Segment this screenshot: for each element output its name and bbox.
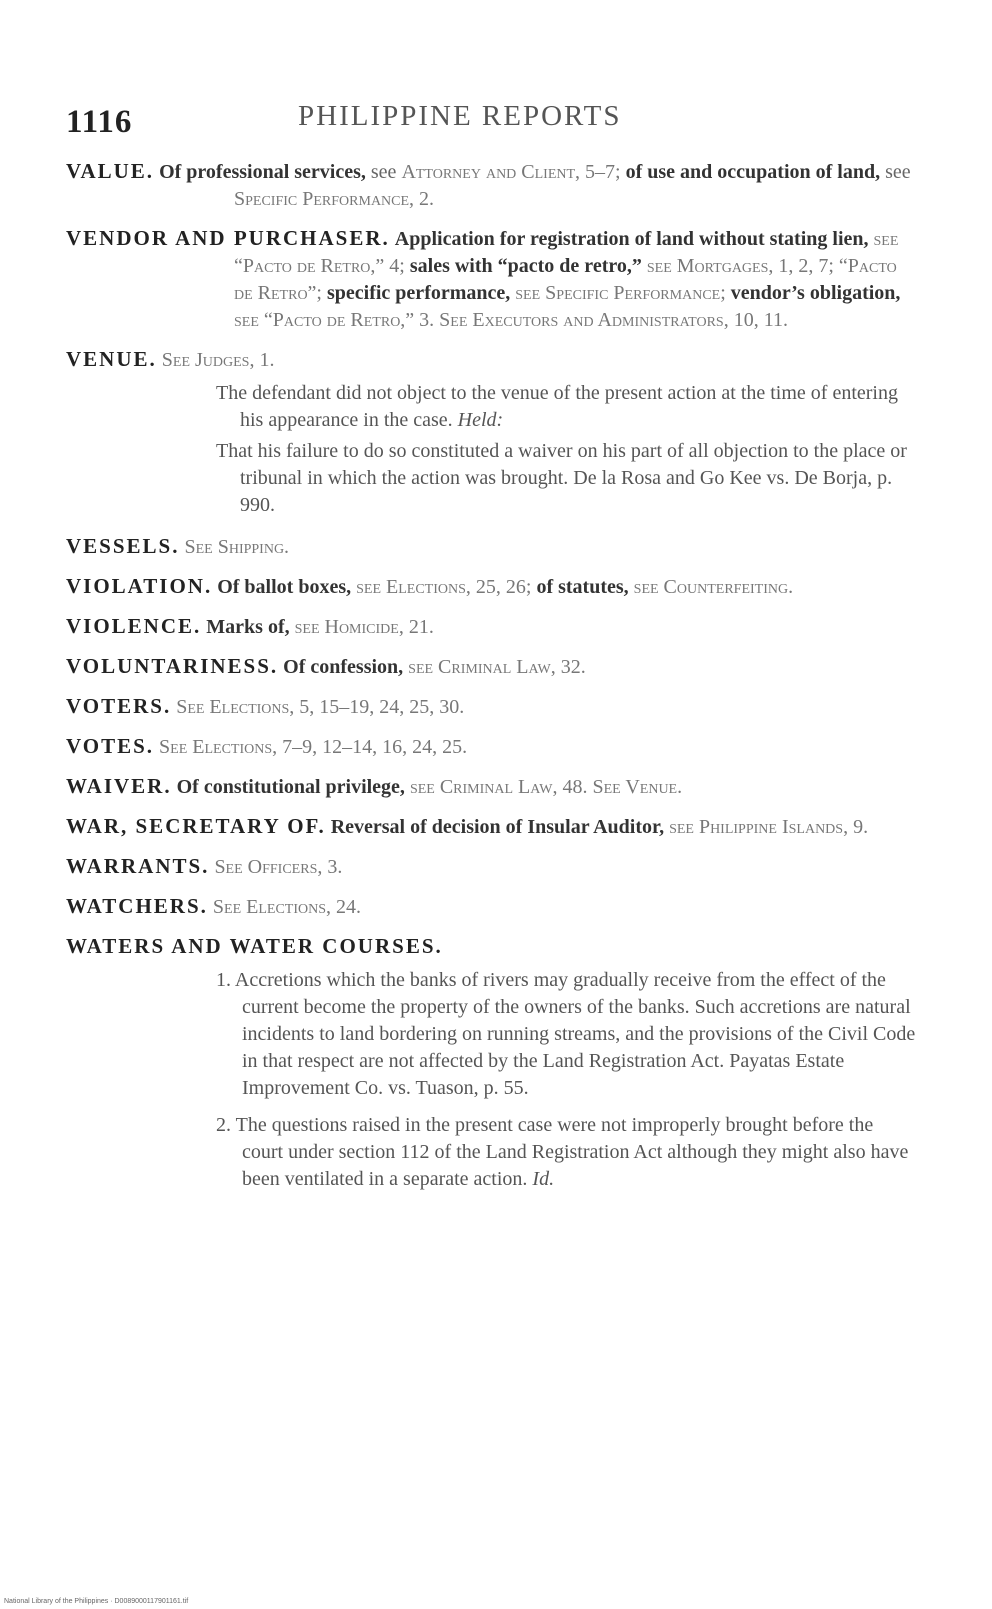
index-entry-war-secretary xyxy=(66,813,916,841)
id-citation: Id. xyxy=(532,1168,555,1190)
entry-head: WATERS AND WATER COURSES. xyxy=(66,934,443,958)
entry-head: VENUE. xyxy=(66,347,157,371)
digest-paragraph xyxy=(216,380,916,434)
cross-reference: see Counterfeiting. xyxy=(633,576,794,598)
scan-credit: National Library of the Philippines · D0089000117901161.tif xyxy=(4,1598,189,1605)
cross-reference: see “Pacto de Retro,” 3. See Executors and Administrators, 10, 11. xyxy=(234,309,788,331)
index-entry-watchers xyxy=(66,893,916,921)
digest-item xyxy=(216,1112,916,1193)
entry-head: VIOLENCE. xyxy=(66,614,202,638)
index-entry-waiver xyxy=(66,773,916,801)
entry-head: VIOLATION. xyxy=(66,574,213,598)
index-entry-vendor xyxy=(66,225,916,334)
index-entry-venue xyxy=(66,346,916,374)
page-header xyxy=(66,96,666,144)
cross-reference: see Specific Performance; xyxy=(515,282,726,304)
entry-head: WAR, SECRETARY OF. xyxy=(66,814,326,838)
cross-reference: Attorney and Client, 5–7; xyxy=(401,161,621,183)
entry-text: Reversal of decision of Insular Auditor, xyxy=(330,816,665,838)
digest-text: The defendant did not object to the venue of the present action at the time of entering his appearance in the case. xyxy=(216,382,898,431)
cross-reference: See Judges, 1. xyxy=(161,349,275,371)
entry-head: VOTES. xyxy=(66,734,155,758)
index-entry-waters xyxy=(66,933,916,961)
waters-digest xyxy=(66,967,916,1193)
entry-text: of use and occupation of land, xyxy=(625,161,881,183)
cross-reference: see Criminal Law, 32. xyxy=(408,656,586,678)
entry-text: Application for registration of land without stating lien, xyxy=(394,228,869,250)
entry-text: vendor’s obligation, xyxy=(730,282,901,304)
entry-head: VENDOR AND PURCHASER. xyxy=(66,226,390,250)
running-title: PHILIPPINE REPORTS xyxy=(298,100,622,132)
index-entry-warrants xyxy=(66,853,916,881)
venue-digest xyxy=(66,380,916,519)
page-number: 1116 xyxy=(66,104,133,140)
index-entry-value xyxy=(66,158,916,213)
digest-text: That his failure to do so constituted a waiver on his part of all objection to the place or tribunal in which the action was brought. xyxy=(216,440,907,489)
entry-head: WARRANTS. xyxy=(66,854,210,878)
cross-reference: See Elections, 7–9, 12–14, 16, 24, 25. xyxy=(159,736,468,758)
entry-text: of statutes, xyxy=(536,576,629,598)
digest-text: 2. The questions raised in the present case were not improperly brought before the court under section 112 of the Land Registration Act although they might also have been ventilated in a separate action. xyxy=(216,1114,909,1190)
entry-text: Of constitutional privilege, xyxy=(176,776,405,798)
cross-reference: see Philippine Islands, 9. xyxy=(669,816,869,838)
entry-text: Of professional services, xyxy=(159,161,366,183)
index-entry-votes xyxy=(66,733,916,761)
cross-reference: see Elections, 25, 26; xyxy=(356,576,532,598)
entry-head: VOTERS. xyxy=(66,694,172,718)
entry-text: Of ballot boxes, xyxy=(217,576,352,598)
entry-head: WAIVER. xyxy=(66,774,172,798)
cross-reference: see Mortgages, 1, 2, 7; “Pacto de Retro”; xyxy=(234,255,897,304)
entry-head: VESSELS. xyxy=(66,534,180,558)
cross-reference: Specific Performance, 2. xyxy=(234,188,435,210)
index-entries xyxy=(66,158,916,1203)
see-word: see xyxy=(370,161,397,183)
index-entry-violence xyxy=(66,613,916,641)
cross-reference: See Officers, 3. xyxy=(214,856,343,878)
cross-reference: see Criminal Law, 48. See Venue. xyxy=(409,776,683,798)
entry-text: Of confession, xyxy=(283,656,404,678)
entry-text: Marks of, xyxy=(206,616,290,638)
see-word: see xyxy=(885,161,911,183)
index-entry-violation xyxy=(66,573,916,601)
index-entry-vessels xyxy=(66,533,916,561)
cross-reference: See Elections, 5, 15–19, 24, 25, 30. xyxy=(176,696,465,718)
entry-head: VALUE. xyxy=(66,159,155,183)
entry-head: WATCHERS. xyxy=(66,894,208,918)
cross-reference: see “Pacto de Retro,” 4; xyxy=(234,228,899,277)
entry-text: sales with “pacto de retro,” xyxy=(409,255,642,277)
case-citation: De la Rosa and Go Kee vs. De Borja, p. 990. xyxy=(240,467,893,516)
cross-reference: See Shipping. xyxy=(184,536,290,558)
held-label: Held: xyxy=(457,409,504,431)
entry-text: specific performance, xyxy=(327,282,511,304)
index-entry-voluntariness xyxy=(66,653,916,681)
cross-reference: see Homicide, 21. xyxy=(294,616,434,638)
digest-item: 1. Accretions which the banks of rivers may gradually receive from the effect of the current become the property of the owners of the banks. Such accretions are natural incidents to land bordering on running streams, and the provisions of the Civil Code in that respect are not affected by the Land Registration Act. Payatas Estate Improvement Co. vs. Tuason, p. 55. xyxy=(216,969,916,1099)
cross-reference: See Elections, 24. xyxy=(212,896,361,918)
index-entry-voters xyxy=(66,693,916,721)
entry-head: VOLUNTARINESS. xyxy=(66,654,279,678)
digest-paragraph xyxy=(216,438,916,519)
